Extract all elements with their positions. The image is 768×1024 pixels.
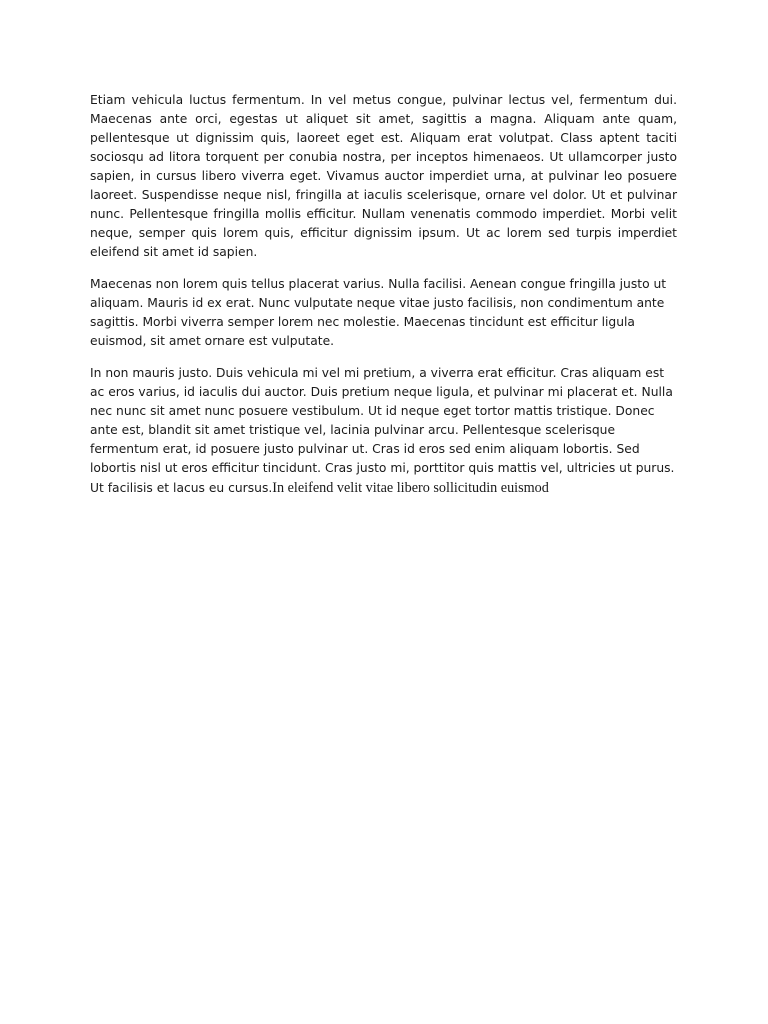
trailing-fragment: In eleifend velit vitae libero sollicitudin euismod: [272, 480, 549, 496]
document-body: [90, 91, 677, 498]
paragraph-3-text: In non mauris justo. Duis vehicula mi vel mi pretium, a viverra erat efficitur. Cras aliquam est ac eros varius, id iaculis dui auctor. Duis pretium neque ligula, et pulvinar mi placerat et. Nulla nec nunc sit amet nunc posuere vestibulum. Ut id neque eget tortor mattis tristique. Donec ante est, blandit sit amet tristique vel, lacinia pulvinar arcu. Pellentesque scelerisque fermentum erat, id posuere justo pulvinar ut. Cras id eros sed enim aliquam lobortis. Sed lobortis nisl ut eros efficitur tincidunt. Cras justo mi, porttitor quis mattis vel, ultricies ut purus. Ut facilisis et lacus eu cursus.: [90, 366, 675, 495]
paragraph-2: Maecenas non lorem quis tellus placerat varius. Nulla facilisi. Aenean congue fringilla justo ut aliquam. Mauris id ex erat. Nunc vulputate neque vitae justo facilisis, non condimentum ante sagittis. Morbi viverra semper lorem nec molestie. Maecenas tincidunt est efficitur ligula euismod, sit amet ornare est vulputate.: [90, 277, 667, 348]
paragraph-1: Etiam vehicula luctus fermentum. In vel metus congue, pulvinar lectus vel, fermentum dui. Maecenas ante orci, egestas ut aliquet sit amet, sagittis a magna. Aliquam ante quam, pellentesque ut dignissim quis, laoreet eget est. Aliquam erat volutpat. Class aptent taciti sociosqu ad litora torquent per conubia nostra, per inceptos himenaeos. Ut ullamcorper justo sapien, in cursus libero viverra eget. Vivamus auctor imperdiet urna, at pulvinar leo posuere laoreet. Suspendisse neque nisl, fringilla at iaculis scelerisque, ornare vel dolor. Ut et pulvinar nunc. Pellentesque fringilla mollis efficitur. Nullam venenatis commodo imperdiet. Morbi velit neque, semper quis lorem quis, efficitur dignissim ipsum. Ut ac lorem sed turpis imperdiet eleifend sit amet id sapien.: [90, 93, 677, 259]
paragraph-3: [90, 364, 677, 498]
